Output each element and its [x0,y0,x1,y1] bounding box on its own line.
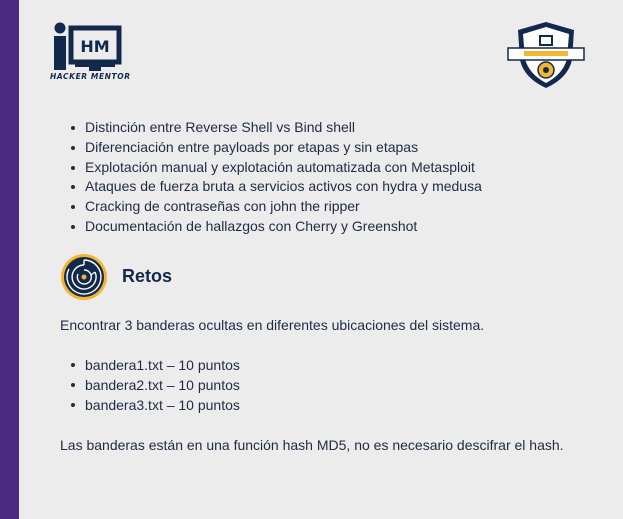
list-item: Explotación manual y explotación automatizada con Metasploit [85,158,482,178]
list-item: bandera3.txt – 10 puntos [85,397,240,413]
list-item: Cracking de contraseñas con john the ripper [85,197,482,217]
logo-wordmark: HACKER MENTOR [50,72,131,81]
svg-text:HM: HM [80,37,110,56]
note-paragraph: Las banderas están en una función hash MD5, no es necesario descifrar el hash. [60,437,564,453]
list-item: bandera1.txt – 10 puntos [85,357,240,373]
list-item: bandera2.txt – 10 puntos [85,377,240,393]
list-item: Ataques de fuerza bruta a servicios activos con hydra y medusa [85,177,482,197]
topics-list [65,118,482,237]
left-accent-bar [0,0,19,519]
list-item: Distinción entre Reverse Shell vs Bind shell [85,118,482,138]
intro-paragraph: Encontrar 3 banderas ocultas en diferentes ubicaciones del sistema. [60,317,485,333]
list-item: Documentación de hallazgos con Cherry y Greenshot [85,217,482,237]
certification-badge-icon [506,20,586,90]
maze-target-icon [60,253,108,301]
list-item: Diferenciación entre payloads por etapas y sin etapas [85,138,482,158]
section-title: Retos [122,266,173,286]
flags-list [65,355,240,415]
